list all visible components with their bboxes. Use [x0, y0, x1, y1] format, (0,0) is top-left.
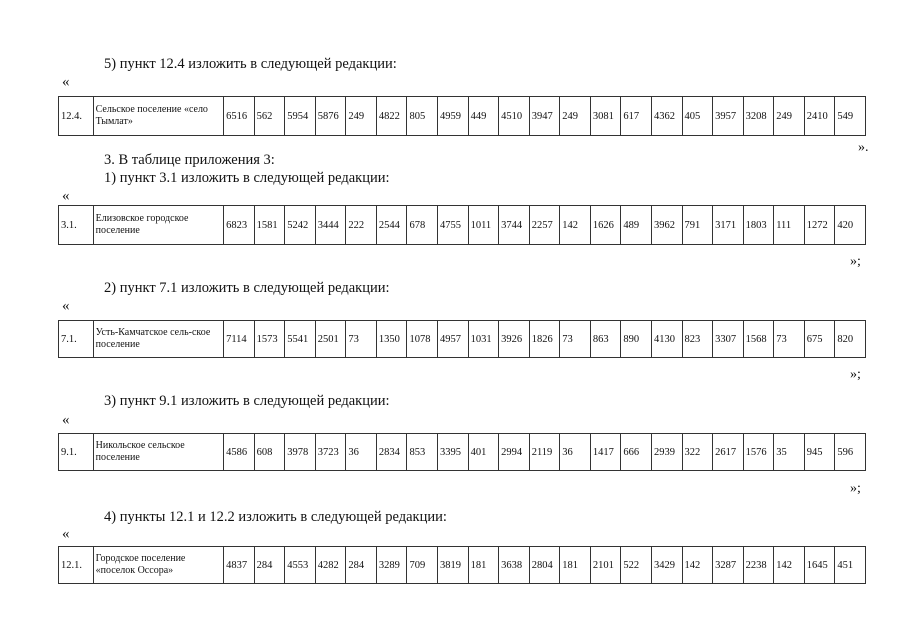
value-cell: 2257 — [529, 206, 560, 245]
data-table-row — [58, 205, 866, 245]
row-code: 12.4. — [59, 97, 94, 136]
data-table-row — [58, 433, 866, 471]
value-cell: 1573 — [254, 321, 285, 358]
open-quote: « — [62, 188, 70, 204]
value-cell: 2101 — [590, 547, 621, 584]
value-cell: 820 — [835, 321, 866, 358]
value-cell: 449 — [468, 97, 499, 136]
value-cell: 549 — [835, 97, 866, 136]
settlement-name: Городское поселение «поселок Оссора» — [93, 547, 223, 584]
value-cell: 2804 — [529, 547, 560, 584]
value-cell: 1645 — [804, 547, 835, 584]
value-cell: 401 — [468, 434, 499, 471]
value-cell: 181 — [468, 547, 499, 584]
value-cell: 405 — [682, 97, 713, 136]
value-cell: 562 — [254, 97, 285, 136]
value-cell: 249 — [346, 97, 377, 136]
table-row — [59, 97, 866, 136]
row-code: 9.1. — [59, 434, 94, 471]
value-cell: 890 — [621, 321, 652, 358]
data-table-row — [58, 96, 866, 136]
value-cell: 1826 — [529, 321, 560, 358]
value-cell: 3307 — [713, 321, 744, 358]
table-row — [59, 206, 866, 245]
value-cell: 1272 — [804, 206, 835, 245]
value-cell: 2994 — [499, 434, 530, 471]
value-cell: 111 — [774, 206, 805, 245]
value-cell: 2410 — [804, 97, 835, 136]
value-cell: 3962 — [651, 206, 682, 245]
value-cell: 5541 — [285, 321, 316, 358]
value-cell: 853 — [407, 434, 438, 471]
value-cell: 3208 — [743, 97, 774, 136]
table-row — [59, 321, 866, 358]
value-cell: 675 — [804, 321, 835, 358]
value-cell: 142 — [774, 547, 805, 584]
value-cell: 322 — [682, 434, 713, 471]
value-cell: 249 — [560, 97, 591, 136]
value-cell: 142 — [682, 547, 713, 584]
value-cell: 945 — [804, 434, 835, 471]
value-cell: 608 — [254, 434, 285, 471]
value-cell: 2834 — [376, 434, 407, 471]
section-heading: 3. В таблице приложения 3: — [104, 152, 275, 168]
value-cell: 6823 — [224, 206, 255, 245]
open-quote: « — [62, 298, 70, 314]
value-cell: 1581 — [254, 206, 285, 245]
value-cell: 2544 — [376, 206, 407, 245]
closing-quote: »; — [850, 367, 861, 382]
value-cell: 2939 — [651, 434, 682, 471]
value-cell: 3978 — [285, 434, 316, 471]
settlement-name: Усть-Камчатское сель-ское поселение — [93, 321, 223, 358]
value-cell: 3287 — [713, 547, 744, 584]
closing-quote: »; — [850, 481, 861, 496]
value-cell: 36 — [346, 434, 377, 471]
value-cell: 4822 — [376, 97, 407, 136]
value-cell: 3395 — [438, 434, 469, 471]
value-cell: 1031 — [468, 321, 499, 358]
value-cell: 1078 — [407, 321, 438, 358]
value-cell: 1626 — [590, 206, 621, 245]
value-cell: 284 — [254, 547, 285, 584]
value-cell: 805 — [407, 97, 438, 136]
value-cell: 451 — [835, 547, 866, 584]
value-cell: 3171 — [713, 206, 744, 245]
instruction-heading: 4) пункты 12.1 и 12.2 изложить в следующей редакции: — [104, 509, 447, 525]
value-cell: 73 — [774, 321, 805, 358]
value-cell: 791 — [682, 206, 713, 245]
value-cell: 249 — [774, 97, 805, 136]
value-cell: 3081 — [590, 97, 621, 136]
value-cell: 2617 — [713, 434, 744, 471]
instruction-heading: 2) пункт 7.1 изложить в следующей редакции: — [104, 280, 390, 296]
value-cell: 4959 — [438, 97, 469, 136]
value-cell: 35 — [774, 434, 805, 471]
value-cell: 863 — [590, 321, 621, 358]
value-cell: 2238 — [743, 547, 774, 584]
value-cell: 284 — [346, 547, 377, 584]
open-quote: « — [62, 526, 70, 542]
value-cell: 4957 — [438, 321, 469, 358]
table-row — [59, 547, 866, 584]
value-cell: 142 — [560, 206, 591, 245]
value-cell: 522 — [621, 547, 652, 584]
closing-quote: »; — [850, 254, 861, 269]
row-code: 12.1. — [59, 547, 94, 584]
instruction-heading: 3) пункт 9.1 изложить в следующей редакции: — [104, 393, 390, 409]
value-cell: 4586 — [224, 434, 255, 471]
settlement-name: Сельское поселение «село Тымлат» — [93, 97, 223, 136]
value-cell: 4130 — [651, 321, 682, 358]
value-cell: 1011 — [468, 206, 499, 245]
value-cell: 3926 — [499, 321, 530, 358]
value-cell: 1350 — [376, 321, 407, 358]
value-cell: 5954 — [285, 97, 316, 136]
value-cell: 1803 — [743, 206, 774, 245]
value-cell: 4282 — [315, 547, 346, 584]
value-cell: 181 — [560, 547, 591, 584]
open-quote: « — [62, 74, 70, 90]
value-cell: 1568 — [743, 321, 774, 358]
value-cell: 7114 — [224, 321, 255, 358]
instruction-heading: 1) пункт 3.1 изложить в следующей редакции: — [104, 170, 390, 186]
value-cell: 3638 — [499, 547, 530, 584]
open-quote: « — [62, 412, 70, 428]
closing-quote: ». — [858, 140, 869, 155]
value-cell: 1576 — [743, 434, 774, 471]
value-cell: 3429 — [651, 547, 682, 584]
value-cell: 5242 — [285, 206, 316, 245]
value-cell: 73 — [560, 321, 591, 358]
value-cell: 3819 — [438, 547, 469, 584]
settlement-name: Елизовское городское поселение — [93, 206, 223, 245]
value-cell: 489 — [621, 206, 652, 245]
value-cell: 4755 — [438, 206, 469, 245]
settlement-name: Никольское сельское поселение — [93, 434, 223, 471]
value-cell: 4553 — [285, 547, 316, 584]
value-cell: 3947 — [529, 97, 560, 136]
value-cell: 3744 — [499, 206, 530, 245]
value-cell: 5876 — [315, 97, 346, 136]
value-cell: 596 — [835, 434, 866, 471]
value-cell: 3723 — [315, 434, 346, 471]
instruction-heading: 5) пункт 12.4 изложить в следующей редакции: — [104, 56, 397, 72]
value-cell: 4510 — [499, 97, 530, 136]
value-cell: 678 — [407, 206, 438, 245]
value-cell: 6516 — [224, 97, 255, 136]
value-cell: 222 — [346, 206, 377, 245]
row-code: 3.1. — [59, 206, 94, 245]
value-cell: 617 — [621, 97, 652, 136]
value-cell: 73 — [346, 321, 377, 358]
value-cell: 2119 — [529, 434, 560, 471]
value-cell: 3289 — [376, 547, 407, 584]
data-table-row — [58, 320, 866, 358]
value-cell: 4837 — [224, 547, 255, 584]
value-cell: 3957 — [713, 97, 744, 136]
value-cell: 709 — [407, 547, 438, 584]
value-cell: 3444 — [315, 206, 346, 245]
value-cell: 666 — [621, 434, 652, 471]
value-cell: 2501 — [315, 321, 346, 358]
data-table-row — [58, 546, 866, 584]
value-cell: 1417 — [590, 434, 621, 471]
value-cell: 823 — [682, 321, 713, 358]
value-cell: 36 — [560, 434, 591, 471]
value-cell: 4362 — [651, 97, 682, 136]
value-cell: 420 — [835, 206, 866, 245]
table-row — [59, 434, 866, 471]
row-code: 7.1. — [59, 321, 94, 358]
